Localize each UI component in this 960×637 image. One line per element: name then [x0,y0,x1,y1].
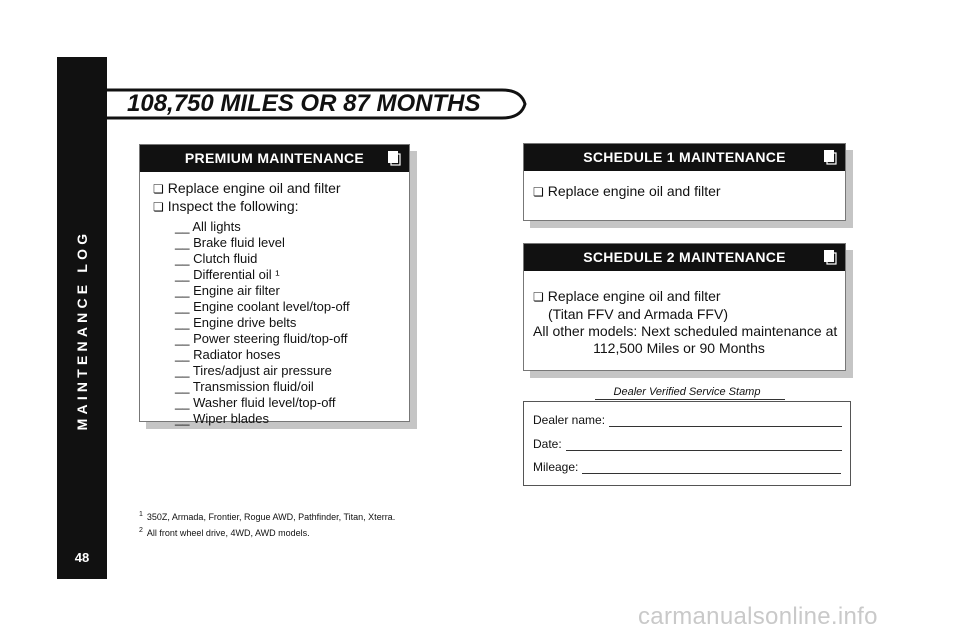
inspect-item: __ Differential oil ¹ [153,267,409,283]
inspect-item: __ Brake fluid level [153,235,409,251]
inspect-item: __ Engine air filter [153,283,409,299]
mileage-label: Mileage: [533,460,579,474]
inspect-item: __ Engine drive belts [153,315,409,331]
date-row [533,437,842,451]
schedule1-item [533,183,845,201]
inspect-item: __ Power steering fluid/top-off [153,331,409,347]
schedule2-maintenance-box [523,243,846,371]
schedule2-other-models: All other models: Next scheduled maintenance at [533,323,838,339]
schedule2-item [533,288,845,306]
inspect-item: __ Wiper blades [153,411,409,427]
stamp-title: Dealer Verified Service Stamp [613,386,761,398]
dealer-name-label: Dealer name: [533,413,606,427]
mileage-row [533,460,841,474]
date-field[interactable] [566,437,842,451]
checkbox-icon: ❏ [153,200,164,214]
dealer-name-field[interactable] [609,413,842,427]
checkbox-icon: ❏ [533,185,544,199]
watermark: carmanualsonline.info [638,603,878,630]
inspect-item: __ Clutch fluid [153,251,409,267]
checkbox-icon: ❏ [533,290,544,304]
schedule2-header [524,244,845,271]
footnote-number: 1 [139,511,143,518]
checkbox-icon: ❏ [153,182,164,196]
note-icon [387,150,401,166]
inspect-item: __ Washer fluid level/top-off [153,395,409,411]
sidebar-label: MAINTENANCE LOG [74,229,90,431]
footnote-text: 350Z, Armada, Frontier, Rogue AWD, Pathfinder, Titan, Xterra. [146,512,396,522]
premium-item-label: Replace engine oil and filter [167,180,341,196]
premium-header [140,145,409,172]
dealer-stamp-box [523,401,851,486]
premium-maintenance-box [139,144,410,426]
premium-item [153,180,409,198]
page-title: 108,750 MILES OR 87 MONTHS [127,90,481,117]
date-label: Date: [533,437,562,451]
schedule1-header-label: SCHEDULE 1 MAINTENANCE [583,149,786,165]
inspect-item: __ Tires/adjust air pressure [153,363,409,379]
footnotes [139,508,395,540]
inspect-item: __ Transmission fluid/oil [153,379,409,395]
premium-item-label: Inspect the following: [167,198,299,214]
schedule2-header-label: SCHEDULE 2 MAINTENANCE [583,249,786,265]
stamp-title-rule [595,399,785,400]
footnote-text: All front wheel drive, 4WD, AWD models. [146,528,310,538]
title-banner [107,86,527,122]
page-number: 48 [74,550,90,565]
schedule1-item-label: Replace engine oil and filter [547,183,721,199]
mileage-field[interactable] [582,460,841,474]
inspect-item: __ Engine coolant level/top-off [153,299,409,315]
inspect-item: __ All lights [153,219,409,235]
schedule2-next-maintenance: 112,500 Miles or 90 Months [593,340,765,356]
note-icon [823,249,837,265]
note-icon [823,149,837,165]
schedule2-item-label: Replace engine oil and filter [547,288,721,304]
schedule1-header [524,144,845,171]
footnote-number: 2 [139,527,143,534]
footnote [139,508,395,524]
inspect-item: __ Radiator hoses [153,347,409,363]
schedule1-maintenance-box [523,143,846,221]
footnote [139,524,395,540]
schedule2-item-note: (Titan FFV and Armada FFV) [548,306,728,322]
premium-header-label: PREMIUM MAINTENANCE [184,150,365,166]
premium-item [153,198,409,216]
dealer-name-row [533,413,842,427]
